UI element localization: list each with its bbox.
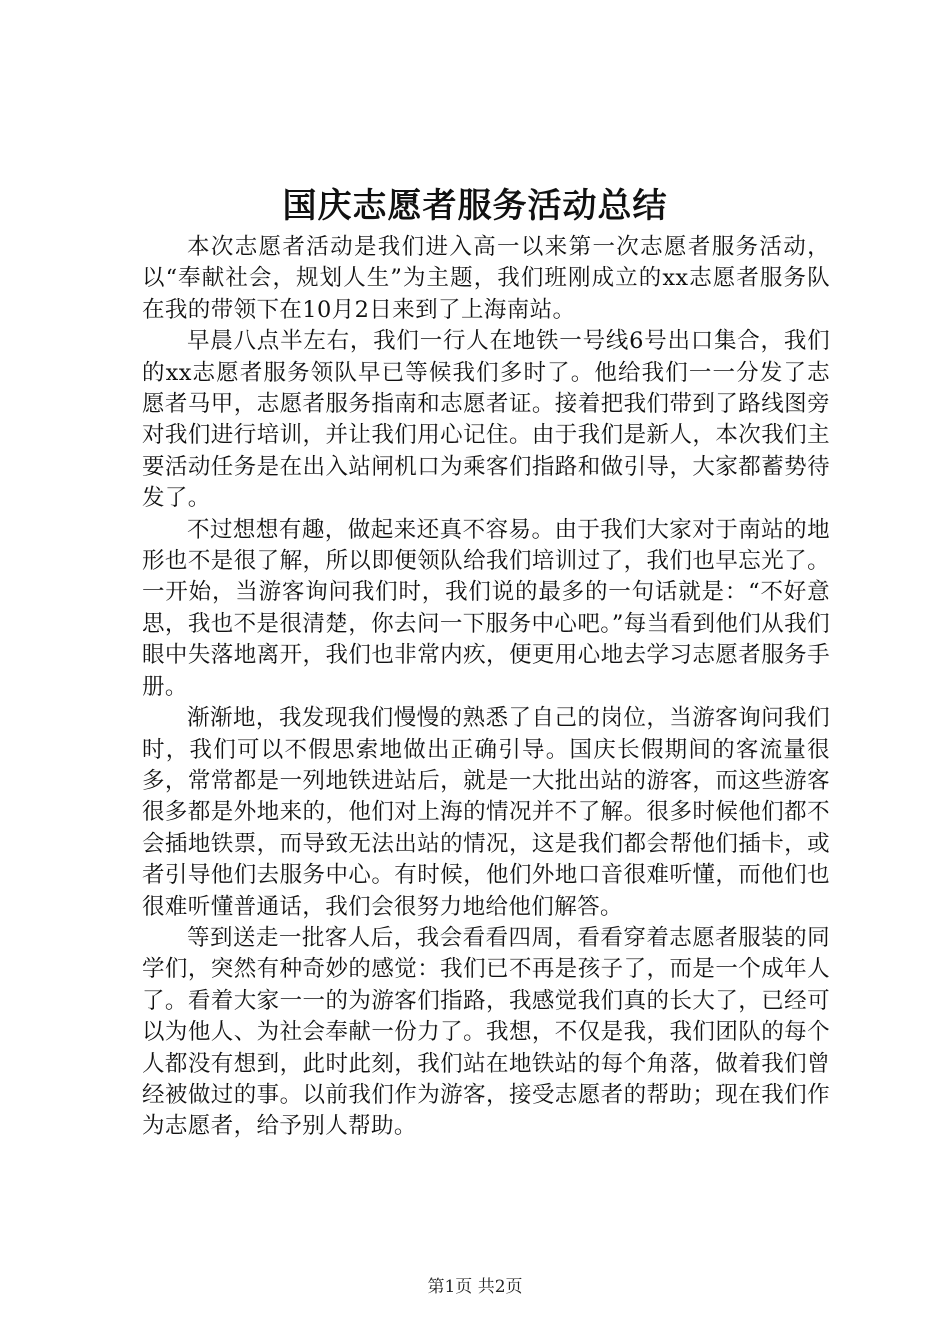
document-body [142, 232, 830, 1143]
paragraph-3: 不过想想有趣，做起来还真不容易。由于我们大家对于南站的地形也不是很了解，所以即便领队给我们培训过了，我们也早忘光了。一开始，当游客询问我们时，我们说的最多的一句话就是：“不好意思，我也不是很清楚，你去问一下服务中心吧。”每当看到他们从我们眼中失落地离开，我们也非常内疚，便更用心地去学习志愿者服务手册。 [142, 516, 830, 700]
document-title: 国庆志愿者服务活动总结 [282, 186, 668, 226]
paragraph-4: 渐渐地，我发现我们慢慢的熟悉了自己的岗位，当游客询问我们时，我们可以不假思索地做出正确引导。国庆长假期间的客流量很多，常常都是一列地铁进站后，就是一大批出站的游客，而这些游客很多都是外地来的，他们对上海的情况并不了解。很多时候他们都不会插地铁票，而导致无法出站的情况，这是我们都会帮他们插卡，或者引导他们去服务中心。有时候，他们外地口音很难听懂，而他们也很难听懂普通话，我们会很努力地给他们解答。 [142, 705, 830, 920]
paragraph-5: 等到送走一批客人后，我会看看四周，看看穿着志愿者服装的同学们，突然有种奇妙的感觉：我们已不再是孩子了，而是一个成年人了。看着大家一一的为游客们指路，我感觉我们真的长大了，已经可以为他人、为社会奉献一份力了。我想，不仅是我，我们团队的每个人都没有想到，此时此刻，我们站在地铁站的每个角落，做着我们曾经被做过的事。以前我们作为游客，接受志愿者的帮助；现在我们作为志愿者，给予别人帮助。 [142, 924, 830, 1140]
page-footer: 第1页 共2页 [427, 1277, 523, 1297]
paragraph-2: 早晨八点半左右，我们一行人在地铁一号线6号出口集合，我们的xx志愿者服务领队早已等候我们多时了。他给我们一一分发了志愿者马甲，志愿者服务指南和志愿者证。接着把我们带到了路线图旁对我们进行培训，并让我们用心记住。由于我们是新人，本次我们主要活动任务是在出入站闸机口为乘客们指路和做引导，大家都蓄势待发了。 [142, 328, 830, 512]
paragraph-1: 本次志愿者活动是我们进入高一以来第一次志愿者服务活动，以“奉献社会，规划人生”为主题，我们班刚成立的xx志愿者服务队在我的带领下在10月2日来到了上海南站。 [142, 234, 830, 323]
